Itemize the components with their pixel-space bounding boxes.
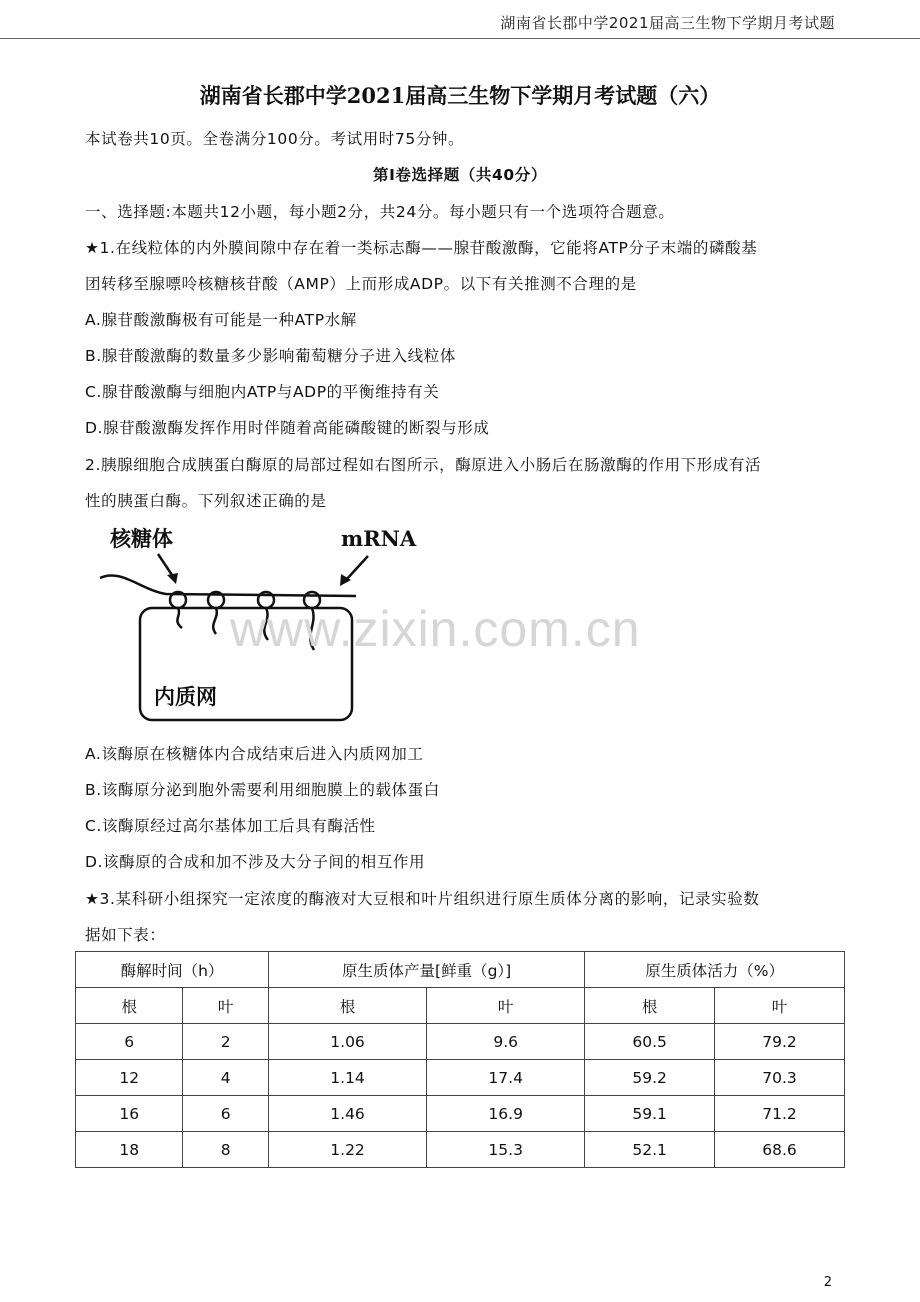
q2-stem-line1: 2.胰腺细胞合成胰蛋白酶原的局部过程如右图所示，酶原进入小肠后在肠激酶的作用下形成有活 xyxy=(85,456,762,474)
table-sub-header-row xyxy=(76,988,845,1024)
table-header: 原生质体活力（%） xyxy=(585,952,845,988)
table-row xyxy=(76,1132,845,1168)
q2-option-c: C.该酶原经过高尔基体加工后具有酶活性 xyxy=(85,817,376,835)
protoplast-data-table xyxy=(75,951,845,1168)
table-cell: 60.5 xyxy=(585,1024,715,1060)
q2-option-d: D.该酶原的合成和加不涉及大分子间的相互作用 xyxy=(85,853,426,871)
header-rule xyxy=(0,38,920,39)
table-cell: 52.1 xyxy=(585,1132,715,1168)
q3-stem-line2: 据如下表： xyxy=(85,926,166,944)
table-cell: 59.1 xyxy=(585,1096,715,1132)
table-subheader: 根 xyxy=(76,988,183,1024)
exam-intro: 本试卷共10页。全卷满分100分。考试用时75分钟。 xyxy=(85,130,465,148)
exam-title: 湖南省长郡中学2021届高三生物下学期月考试题（六） xyxy=(199,83,721,108)
q1-option-a: A.腺苷酸激酶极有可能是一种ATP水解 xyxy=(85,311,357,329)
table-cell: 12 xyxy=(76,1060,183,1096)
table-group-header-row xyxy=(76,952,845,988)
q1-stem-line1: ★1.在线粒体的内外膜间隙中存在着一类标志酶——腺苷酸激酶，它能将ATP分子末端的磷酸基 xyxy=(85,239,758,257)
table-row xyxy=(76,1096,845,1132)
table-row xyxy=(76,1024,845,1060)
q2-option-b: B.该酶原分泌到胞外需要利用细胞膜上的载体蛋白 xyxy=(85,781,440,799)
figure-label-mrna: mRNA xyxy=(341,526,417,551)
ribosome-arrow xyxy=(158,554,178,584)
table-cell: 18 xyxy=(76,1132,183,1168)
table-cell: 17.4 xyxy=(427,1060,585,1096)
q1-option-c: C.腺苷酸激酶与细胞内ATP与ADP的平衡维持有关 xyxy=(85,383,440,401)
table-cell: 70.3 xyxy=(715,1060,845,1096)
table-cell: 2 xyxy=(183,1024,269,1060)
table-cell: 9.6 xyxy=(427,1024,585,1060)
table-cell: 8 xyxy=(183,1132,269,1168)
table-cell: 4 xyxy=(183,1060,269,1096)
table-cell: 1.14 xyxy=(268,1060,426,1096)
table-header: 酶解时间（h） xyxy=(76,952,269,988)
table-cell: 1.22 xyxy=(268,1132,426,1168)
table-subheader: 根 xyxy=(585,988,715,1024)
table-subheader: 根 xyxy=(268,988,426,1024)
section-description: 一、选择题:本题共12小题，每小题2分，共24分。每小题只有一个选项符合题意。 xyxy=(85,203,675,221)
table-subheader: 叶 xyxy=(427,988,585,1024)
table-row xyxy=(76,1060,845,1096)
table-cell: 68.6 xyxy=(715,1132,845,1168)
table-cell: 16.9 xyxy=(427,1096,585,1132)
q2-stem-line2: 性的胰蛋白酶。下列叙述正确的是 xyxy=(85,492,327,510)
table-cell: 1.06 xyxy=(268,1024,426,1060)
q1-option-b: B.腺苷酸激酶的数量多少影响葡萄糖分子进入线粒体 xyxy=(85,347,456,365)
table-cell: 71.2 xyxy=(715,1096,845,1132)
q2-option-a: A.该酶原在核糖体内合成结束后进入内质网加工 xyxy=(85,745,424,763)
section-title: 第Ⅰ卷选择题（共40分） xyxy=(372,166,548,184)
table-subheader: 叶 xyxy=(183,988,269,1024)
table-cell: 6 xyxy=(183,1096,269,1132)
running-header: 湖南省长郡中学2021届高三生物下学期月考试题 xyxy=(500,14,835,32)
figure-label-ribosome: 核糖体 xyxy=(110,526,173,551)
q1-option-d: D.腺苷酸激酶发挥作用时伴随着高能磷酸键的断裂与形成 xyxy=(85,419,490,437)
mrna-arrow xyxy=(340,556,368,586)
table-cell: 6 xyxy=(76,1024,183,1060)
q3-stem-line1: ★3.某科研小组探究一定浓度的酶液对大豆根和叶片组织进行原生质体分离的影响，记录实验数 xyxy=(85,890,760,908)
table-cell: 16 xyxy=(76,1096,183,1132)
table-header: 原生质体产量[鲜重（g）] xyxy=(268,952,584,988)
table-subheader: 叶 xyxy=(715,988,845,1024)
table-cell: 15.3 xyxy=(427,1132,585,1168)
figure-label-er: 内质网 xyxy=(154,684,217,709)
table-cell: 59.2 xyxy=(585,1060,715,1096)
q1-stem-line2: 团转移至腺嘌呤核糖核苷酸（AMP）上而形成ADP。以下有关推测不合理的是 xyxy=(85,275,637,293)
table-cell: 1.46 xyxy=(268,1096,426,1132)
page-number: 2 xyxy=(823,1275,832,1290)
watermark: www.zixin.com.cn xyxy=(230,601,641,657)
table-cell: 79.2 xyxy=(715,1024,845,1060)
